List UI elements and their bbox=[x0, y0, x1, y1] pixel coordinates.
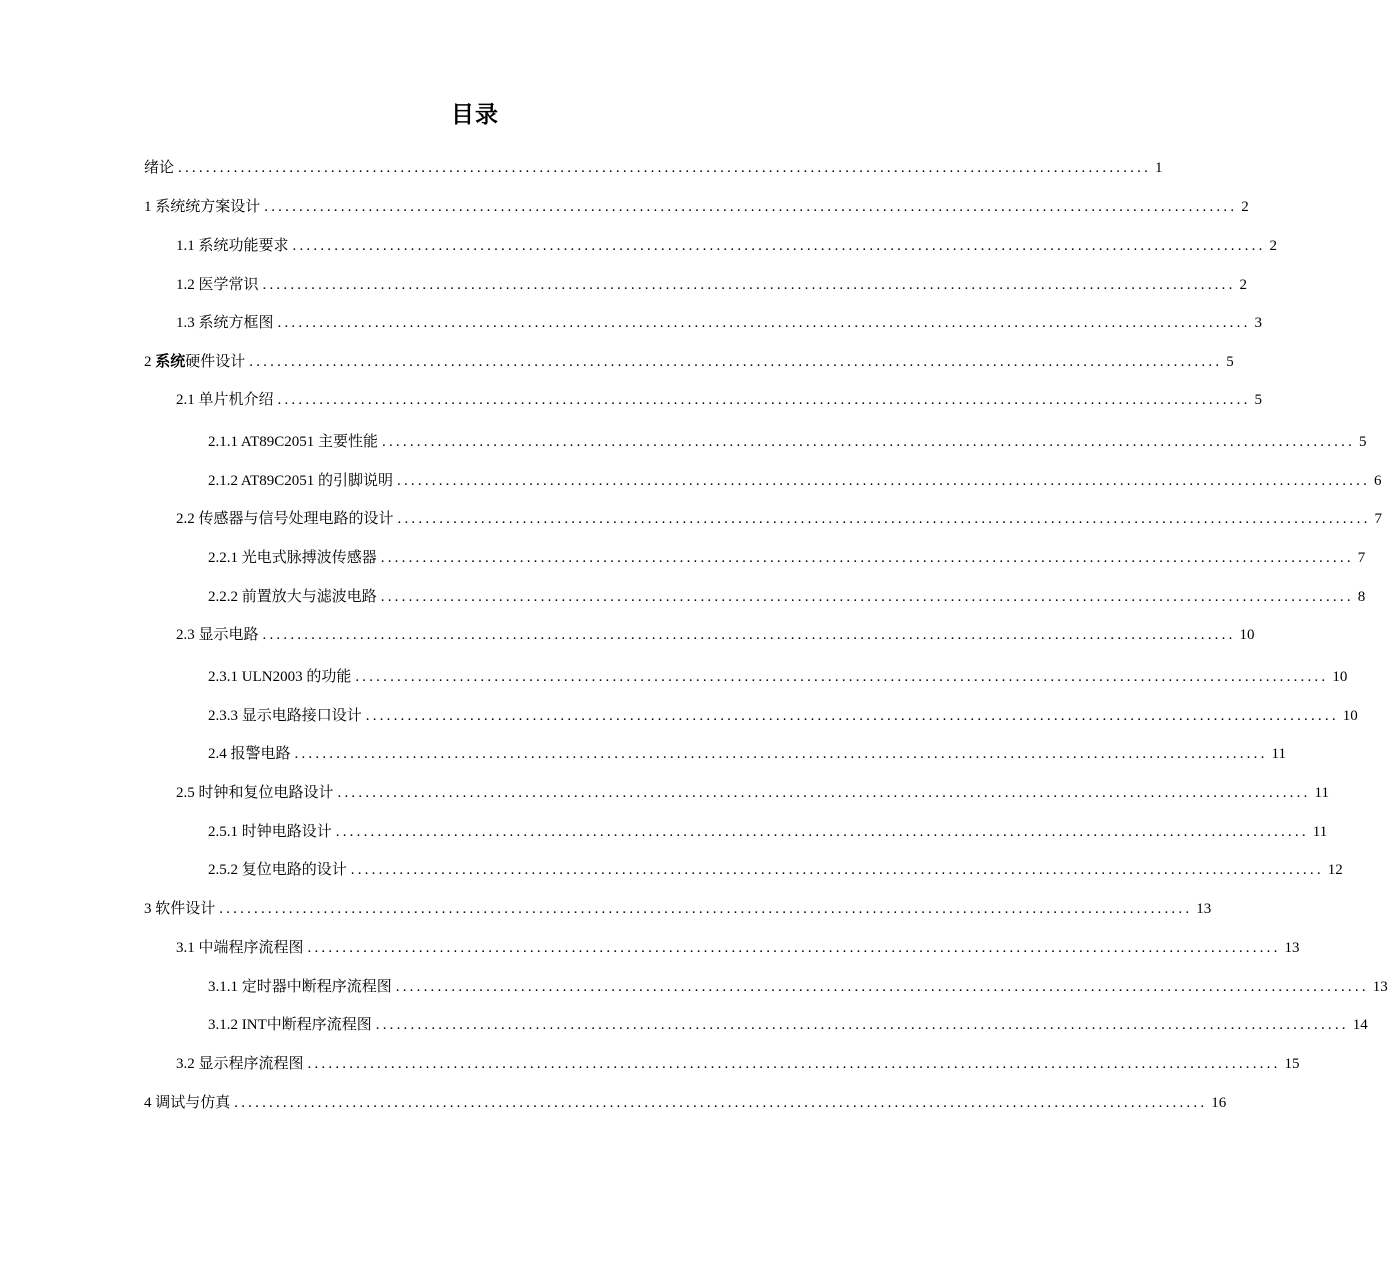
toc-entry-page: 5 bbox=[1359, 434, 1367, 450]
toc-leader-dots: ............................................................................................................................................ bbox=[395, 979, 1369, 995]
toc-entry[interactable] bbox=[176, 622, 1255, 648]
toc-entry-page: 2 bbox=[1239, 277, 1248, 293]
toc-leader-dots: ............................................................................................................................................ bbox=[234, 1095, 1208, 1111]
toc-entry-page: 1 bbox=[1155, 160, 1163, 176]
toc-entry-label: 2.3.3 显示电路接口设计 bbox=[208, 708, 362, 724]
toc-entry-label-suffix: 硬件设计 bbox=[185, 354, 246, 370]
toc-entry[interactable] bbox=[208, 974, 1388, 1000]
toc-entry-label: 1.2 医学常识 bbox=[176, 277, 259, 293]
toc-entry[interactable] bbox=[144, 155, 1163, 181]
toc-entry-label: 2.5.1 时钟电路设计 bbox=[208, 824, 332, 840]
toc-entry-page: 7 bbox=[1374, 511, 1383, 527]
toc-leader-dots: ............................................................................................................................................ bbox=[335, 824, 1309, 840]
toc-leader-dots: ............................................................................................................................................ bbox=[264, 199, 1238, 215]
toc-leader-dots: ............................................................................................................................................ bbox=[292, 238, 1266, 254]
toc-leader-dots: ............................................................................................................................................ bbox=[397, 511, 1371, 527]
toc-leader-dots: ............................................................................................................................................ bbox=[380, 550, 1354, 566]
toc-entry-label-prefix: 2 bbox=[144, 354, 156, 370]
toc-leader-dots: ............................................................................................................................................ bbox=[355, 669, 1329, 685]
toc-entry[interactable] bbox=[208, 741, 1286, 767]
toc-entry[interactable] bbox=[208, 819, 1328, 845]
toc-entry-page: 14 bbox=[1352, 1017, 1368, 1033]
toc-entry[interactable] bbox=[144, 349, 1234, 375]
toc-entry-label: 2.2.2 前置放大与滤波电路 bbox=[208, 589, 377, 605]
toc-entry-label: 2.2 传感器与信号处理电路的设计 bbox=[176, 511, 394, 527]
toc-entry-page: 10 bbox=[1332, 669, 1348, 685]
toc-entry-page: 8 bbox=[1357, 589, 1366, 605]
toc-entry-label: 4 调试与仿真 bbox=[144, 1095, 231, 1111]
toc-entry[interactable] bbox=[208, 545, 1366, 571]
toc-entry[interactable] bbox=[144, 1090, 1227, 1116]
toc-entry-page: 12 bbox=[1327, 862, 1343, 878]
toc-entry[interactable] bbox=[176, 387, 1263, 413]
toc-leader-dots: ............................................................................................................................................ bbox=[380, 589, 1354, 605]
toc-entry-label: 2.1.2 AT89C2051 的引脚说明 bbox=[208, 473, 394, 489]
toc-entry-label: 2.1 单片机介绍 bbox=[176, 392, 274, 408]
toc-entry[interactable] bbox=[176, 780, 1329, 806]
toc-entry[interactable] bbox=[176, 1051, 1300, 1077]
toc-entry-label: 2.5 时钟和复位电路设计 bbox=[176, 785, 334, 801]
toc-entry-page: 13 bbox=[1284, 940, 1300, 956]
toc-entry-page: 2 bbox=[1269, 238, 1278, 254]
toc-entry-label: 绪论 bbox=[144, 160, 175, 176]
toc-entry-page: 11 bbox=[1314, 785, 1329, 801]
toc-leader-dots: ............................................................................................................................................ bbox=[178, 160, 1152, 176]
toc-entry[interactable] bbox=[176, 310, 1263, 336]
toc-entry-label: 2.1.1 AT89C2051 主要性能 bbox=[208, 434, 379, 450]
toc-leader-dots: ............................................................................................................................................ bbox=[262, 277, 1236, 293]
toc-entry-page: 6 bbox=[1374, 473, 1382, 489]
toc-entry-label bbox=[144, 349, 249, 375]
toc-entry-label: 1.3 系统方框图 bbox=[176, 315, 274, 331]
toc-entry[interactable] bbox=[144, 194, 1249, 220]
toc-entry-page: 5 bbox=[1226, 354, 1234, 370]
toc-entry[interactable] bbox=[176, 233, 1278, 259]
toc-entry-page: 3 bbox=[1254, 315, 1263, 331]
toc-entry[interactable] bbox=[208, 703, 1358, 729]
toc-entry-label: 1 系统统方案设计 bbox=[144, 199, 261, 215]
toc-entry-page: 10 bbox=[1342, 708, 1358, 724]
toc-leader-dots: ............................................................................................................................................ bbox=[262, 627, 1236, 643]
toc-entry-label: 2.3.1 ULN2003 的功能 bbox=[208, 669, 352, 685]
toc-leader-dots: ............................................................................................................................................ bbox=[277, 315, 1251, 331]
toc-leader-dots: ............................................................................................................................................ bbox=[219, 901, 1193, 917]
toc-entry[interactable] bbox=[176, 935, 1300, 961]
toc-leader-dots: ............................................................................................................................................ bbox=[337, 785, 1311, 801]
toc-entry-page: 15 bbox=[1284, 1056, 1300, 1072]
toc-entry-page: 13 bbox=[1372, 979, 1388, 995]
toc-entry[interactable] bbox=[176, 272, 1248, 298]
toc-entry[interactable] bbox=[176, 506, 1383, 532]
toc-entry-page: 2 bbox=[1241, 199, 1249, 215]
toc-entry[interactable] bbox=[208, 664, 1348, 690]
toc-entry-label: 2.4 报警电路 bbox=[208, 746, 291, 762]
toc-entry-label: 1.1 系统功能要求 bbox=[176, 238, 289, 254]
toc-entry-page: 10 bbox=[1239, 627, 1255, 643]
toc-entry-page: 16 bbox=[1211, 1095, 1227, 1111]
toc-leader-dots: ............................................................................................................................................ bbox=[350, 862, 1324, 878]
toc-entry-label: 2.3 显示电路 bbox=[176, 627, 259, 643]
toc-leader-dots: ............................................................................................................................................ bbox=[397, 473, 1371, 489]
toc-leader-dots: ............................................................................................................................................ bbox=[294, 746, 1268, 762]
toc-entry-label-bold: 系统 bbox=[155, 354, 186, 370]
toc-entry-label: 3.2 显示程序流程图 bbox=[176, 1056, 304, 1072]
toc-entry[interactable] bbox=[208, 429, 1367, 455]
toc-entry[interactable] bbox=[208, 1012, 1368, 1038]
toc-entry-page: 11 bbox=[1312, 824, 1328, 840]
toc-entry[interactable] bbox=[208, 468, 1382, 494]
toc-entry-label: 3.1 中端程序流程图 bbox=[176, 940, 304, 956]
toc-entry[interactable] bbox=[208, 584, 1366, 610]
toc-leader-dots: ............................................................................................................................................ bbox=[365, 708, 1339, 724]
toc-entry[interactable] bbox=[208, 857, 1343, 883]
toc-leader-dots: ............................................................................................................................................ bbox=[382, 434, 1356, 450]
toc-leader-dots: ............................................................................................................................................ bbox=[307, 940, 1281, 956]
toc-leader-dots: ............................................................................................................................................ bbox=[277, 392, 1251, 408]
toc-entry-label: 2.5.2 复位电路的设计 bbox=[208, 862, 347, 878]
toc-leader-dots: ............................................................................................................................................ bbox=[375, 1017, 1349, 1033]
toc-entry-page: 5 bbox=[1254, 392, 1263, 408]
toc-entry-page: 13 bbox=[1196, 901, 1212, 917]
toc-entry-label: 3.1.2 INT中断程序流程图 bbox=[208, 1017, 372, 1033]
toc-leader-dots: ............................................................................................................................................ bbox=[307, 1056, 1281, 1072]
page-title: 目录 bbox=[451, 102, 499, 128]
toc-leader-dots: ............................................................................................................................................ bbox=[249, 354, 1223, 370]
toc-entry-label: 2.2.1 光电式脉搏波传感器 bbox=[208, 550, 377, 566]
toc-entry-page: 7 bbox=[1357, 550, 1366, 566]
toc-entry-label: 3 软件设计 bbox=[144, 901, 216, 917]
toc-entry[interactable] bbox=[144, 896, 1212, 922]
toc-entry-label: 3.1.1 定时器中断程序流程图 bbox=[208, 979, 392, 995]
toc-entry-page: 11 bbox=[1271, 746, 1286, 762]
